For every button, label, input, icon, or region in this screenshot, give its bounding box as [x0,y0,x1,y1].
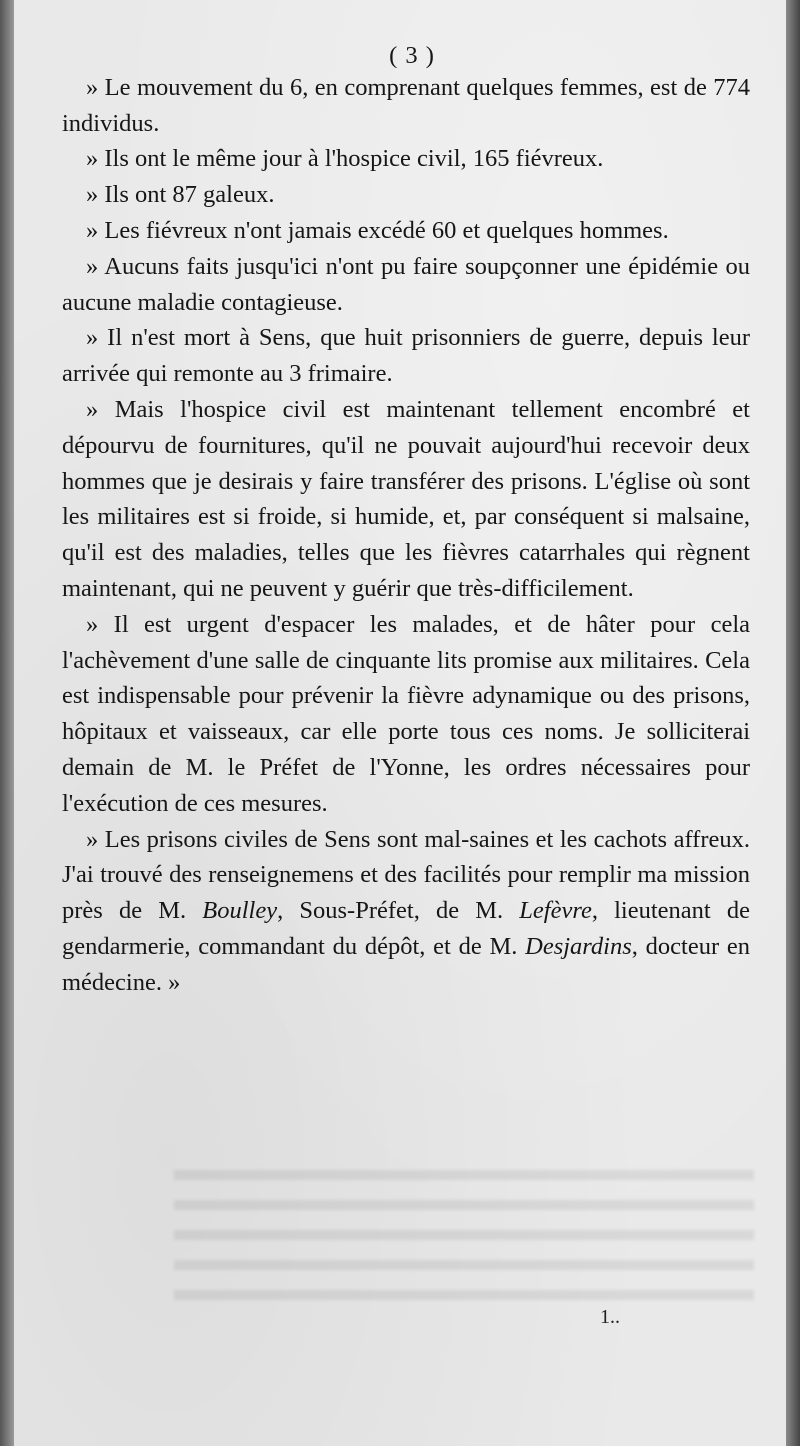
name-lefevre: Lefèvre [519,897,592,925]
paragraph-9-text-2: , Sous-Préfet, de M. [277,897,520,925]
signature-mark: 1.. [600,1306,620,1328]
paragraph-5: » Aucuns faits jusqu'ici n'ont pu faire soupçonner une épidémie ou aucune maladie contagieuse. [62,252,750,316]
name-boulley: Boulley [202,897,278,925]
paragraph-7: » Mais l'hospice civil est maintenant tellement encombré et dépourvu de fournitures, qu'il ne pouvait aujourd'hui recevoir deux hommes que je desirais y faire transférer des prisons. L'église où sont les militaires est si froide, si humide, et, par conséquent si malsaine, qu'il est des maladies, telles que les fièvres catarrhales qui règnent maintenant, qui ne peuvent y guérir que très-difficilement. [62,395,750,602]
show-through-text [174,1170,754,1300]
name-desjardins: Desjardins [525,932,632,960]
paragraph-2: » Ils ont le même jour à l'hospice civil, 165 fiévreux. [86,145,604,173]
paragraph-9-text-1: » Les prisons civiles de Sens sont mal-saines et les cachots affreux. J'ai trouvé des renseignemens et des facilités pour remplir ma mission près de M. [62,825,750,925]
page-edge-left [0,0,14,1446]
paragraph-9-text-4: , docteur en médecine. » [62,932,750,996]
page-edge-right [786,0,800,1446]
paragraph-9 [62,822,750,1001]
paragraph-3: » Ils ont 87 galeux. [86,181,275,209]
paragraph-9-text-3: , lieutenant de gendarmerie, commandant du dépôt, et de M. [62,897,750,960]
page-number: ( 3 ) [389,42,435,69]
paragraph-4: » Les fiévreux n'ont jamais excédé 60 et quelques hommes. [86,216,669,244]
paragraph-1: » Le mouvement du 6, en comprenant quelques femmes, est de 774 individus. [62,73,750,137]
page-body [62,38,750,1001]
paragraph-6: » Il n'est mort à Sens, que huit prisonniers de guerre, depuis leur arrivée qui remonte au 3 frimaire. [62,324,750,388]
paragraph-8: » Il est urgent d'espacer les malades, et de hâter pour cela l'achèvement d'une salle de cinquante lits promise aux militaires. Cela est indispensable pour prévenir la fièvre adynamique ou des prisons, hôpitaux et vaisseaux, car elle porte tous ces noms. Je solliciterai demain de M. le Préfet de l'Yonne, les ordres nécessaires pour l'exécution de ces mesures. [62,610,750,817]
